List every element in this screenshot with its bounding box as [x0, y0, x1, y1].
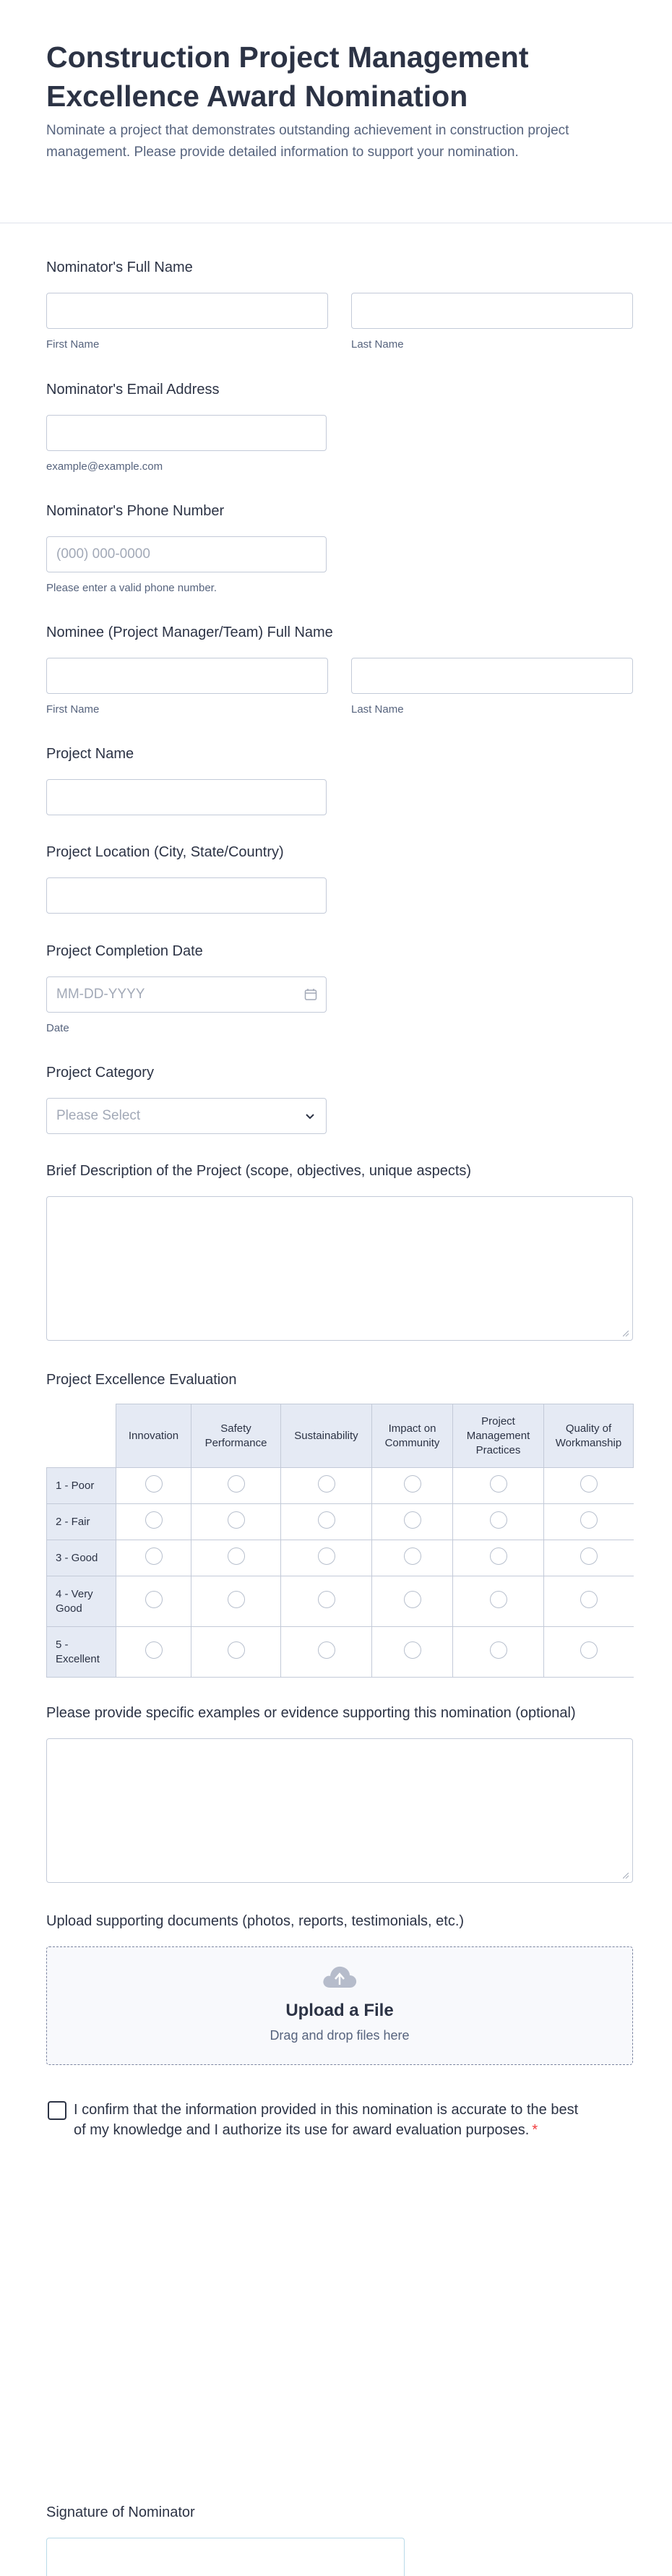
confirmation-text: [74, 2100, 594, 2140]
matrix-row: [47, 1504, 634, 1540]
confirmation-checkbox[interactable]: [48, 2101, 66, 2120]
matrix-corner: [47, 1404, 116, 1468]
completion-date-input[interactable]: [46, 976, 327, 1013]
matrix-radio[interactable]: [490, 1591, 507, 1608]
matrix-row: [47, 1468, 634, 1504]
matrix-column-header: Quality of Workmanship: [544, 1404, 634, 1468]
matrix-row-label: 1 - Poor: [47, 1468, 116, 1504]
matrix-row: [47, 1576, 634, 1627]
matrix-row-label: 2 - Fair: [47, 1504, 116, 1540]
matrix-radio[interactable]: [580, 1591, 598, 1608]
matrix-radio[interactable]: [404, 1511, 421, 1529]
nominator-name-field: [46, 258, 633, 351]
calendar-icon[interactable]: [304, 988, 317, 1001]
chevron-down-icon: [304, 1109, 316, 1123]
project-name-field: [46, 744, 633, 815]
phone-sublabel: Please enter a valid phone number.: [46, 582, 217, 594]
matrix-radio[interactable]: [404, 1641, 421, 1659]
matrix-radio[interactable]: [318, 1591, 335, 1608]
nominator-phone-input[interactable]: [46, 536, 327, 572]
matrix-radio[interactable]: [228, 1591, 245, 1608]
nominator-phone-field: [46, 502, 633, 594]
matrix-radio[interactable]: [318, 1547, 335, 1565]
examples-label: Please provide specific examples or evidence supporting this nomination (optional): [46, 1705, 576, 1721]
first-name-sublabel: First Name: [46, 338, 100, 351]
project-name-input[interactable]: [46, 779, 327, 815]
nominee-first-name-input[interactable]: [46, 658, 328, 694]
project-location-label: Project Location (City, State/Country): [46, 844, 284, 860]
nominator-first-name-input[interactable]: [46, 293, 328, 329]
matrix-radio[interactable]: [490, 1511, 507, 1529]
evaluation-matrix: [46, 1404, 634, 1678]
matrix-radio[interactable]: [145, 1511, 163, 1529]
nominee-name-label: Nominee (Project Manager/Team) Full Name: [46, 624, 333, 640]
phone-placeholder: (000) 000-0000: [56, 546, 150, 562]
confirmation-text-content: I confirm that the information provided in this nomination is accurate to the best of my knowledge and I authorize its use for award evaluation purposes.: [74, 2102, 579, 2138]
matrix-radio[interactable]: [404, 1475, 421, 1493]
category-placeholder: Please Select: [56, 1108, 141, 1123]
nominee-last-sublabel: Last Name: [351, 703, 404, 716]
matrix-radio[interactable]: [490, 1547, 507, 1565]
signature-field: [46, 2503, 633, 2576]
resize-handle-icon[interactable]: [623, 1873, 629, 1879]
matrix-row-label: 3 - Good: [47, 1540, 116, 1576]
matrix-column-header: Safety Performance: [191, 1404, 281, 1468]
last-name-sublabel: Last Name: [351, 338, 404, 351]
matrix-radio[interactable]: [580, 1475, 598, 1493]
evaluation-field: [46, 1370, 633, 1678]
project-category-select[interactable]: [46, 1098, 327, 1134]
matrix-radio[interactable]: [490, 1475, 507, 1493]
matrix-column-header: Sustainability: [281, 1404, 372, 1468]
matrix-radio[interactable]: [228, 1641, 245, 1659]
signature-pad[interactable]: [46, 2538, 405, 2576]
matrix-column-header: Project Management Practices: [453, 1404, 544, 1468]
matrix-row-label: 5 - Excellent: [47, 1627, 116, 1678]
examples-field: [46, 1704, 633, 1883]
project-location-field: [46, 843, 633, 914]
nominator-name-label: Nominator's Full Name: [46, 259, 193, 275]
matrix-radio[interactable]: [145, 1591, 163, 1608]
matrix-row: [47, 1540, 634, 1576]
resize-handle-icon[interactable]: [623, 1331, 629, 1336]
completion-date-label: Project Completion Date: [46, 943, 203, 959]
matrix-radio[interactable]: [580, 1511, 598, 1529]
matrix-radio[interactable]: [404, 1591, 421, 1608]
matrix-radio[interactable]: [228, 1511, 245, 1529]
project-category-label: Project Category: [46, 1065, 154, 1081]
upload-label: Upload supporting documents (photos, reports, testimonials, etc.): [46, 1913, 465, 1929]
matrix-radio[interactable]: [145, 1475, 163, 1493]
matrix-row: [47, 1627, 634, 1678]
matrix-column-header: Impact on Community: [372, 1404, 453, 1468]
nominator-email-label: Nominator's Email Address: [46, 382, 220, 398]
matrix-radio[interactable]: [318, 1475, 335, 1493]
upload-dropzone[interactable]: [46, 1946, 633, 2065]
project-location-input[interactable]: [46, 877, 327, 914]
matrix-radio[interactable]: [580, 1547, 598, 1565]
nominee-first-sublabel: First Name: [46, 703, 100, 716]
matrix-radio[interactable]: [404, 1547, 421, 1565]
matrix-radio[interactable]: [318, 1641, 335, 1659]
description-textarea[interactable]: [46, 1196, 633, 1341]
cloud-upload-icon: [322, 1963, 358, 1991]
examples-textarea[interactable]: [46, 1738, 633, 1883]
date-placeholder: MM-DD-YYYY: [56, 987, 145, 1002]
upload-title: Upload a File: [285, 2001, 394, 2020]
description-label: Brief Description of the Project (scope, objectives, unique aspects): [46, 1163, 472, 1179]
form-subtitle: Nominate a project that demonstrates outstanding achievement in construction project management. Please provide detailed information to support your nomination.: [46, 123, 569, 160]
date-sublabel: Date: [46, 1022, 69, 1034]
project-category-field: [46, 1063, 633, 1134]
project-name-label: Project Name: [46, 746, 134, 762]
nominator-email-field: [46, 380, 633, 473]
nominator-last-name-input[interactable]: [351, 293, 633, 329]
matrix-radio[interactable]: [318, 1511, 335, 1529]
matrix-radio[interactable]: [580, 1641, 598, 1659]
confirmation-field: [46, 2100, 633, 2140]
matrix-radio[interactable]: [228, 1547, 245, 1565]
nominator-phone-label: Nominator's Phone Number: [46, 503, 225, 519]
form-header: [46, 38, 624, 163]
form-title: Construction Project Management Excellence Award Nomination: [46, 40, 529, 113]
description-field: [46, 1162, 633, 1341]
matrix-row-label: 4 - Very Good: [47, 1576, 116, 1627]
required-mark: *: [532, 2122, 538, 2138]
upload-field: [46, 1912, 633, 2065]
nominator-email-input[interactable]: [46, 415, 327, 451]
email-sublabel: example@example.com: [46, 460, 163, 473]
nominee-name-field: [46, 623, 633, 716]
matrix-radio[interactable]: [145, 1641, 163, 1659]
completion-date-field: [46, 942, 633, 1034]
matrix-radio[interactable]: [490, 1641, 507, 1659]
nominee-last-name-input[interactable]: [351, 658, 633, 694]
matrix-radio[interactable]: [145, 1547, 163, 1565]
upload-subtitle: Drag and drop files here: [270, 2028, 410, 2043]
matrix-column-header: Innovation: [116, 1404, 191, 1468]
signature-label: Signature of Nominator: [46, 2504, 195, 2520]
evaluation-label: Project Excellence Evaluation: [46, 1372, 237, 1388]
matrix-radio[interactable]: [228, 1475, 245, 1493]
